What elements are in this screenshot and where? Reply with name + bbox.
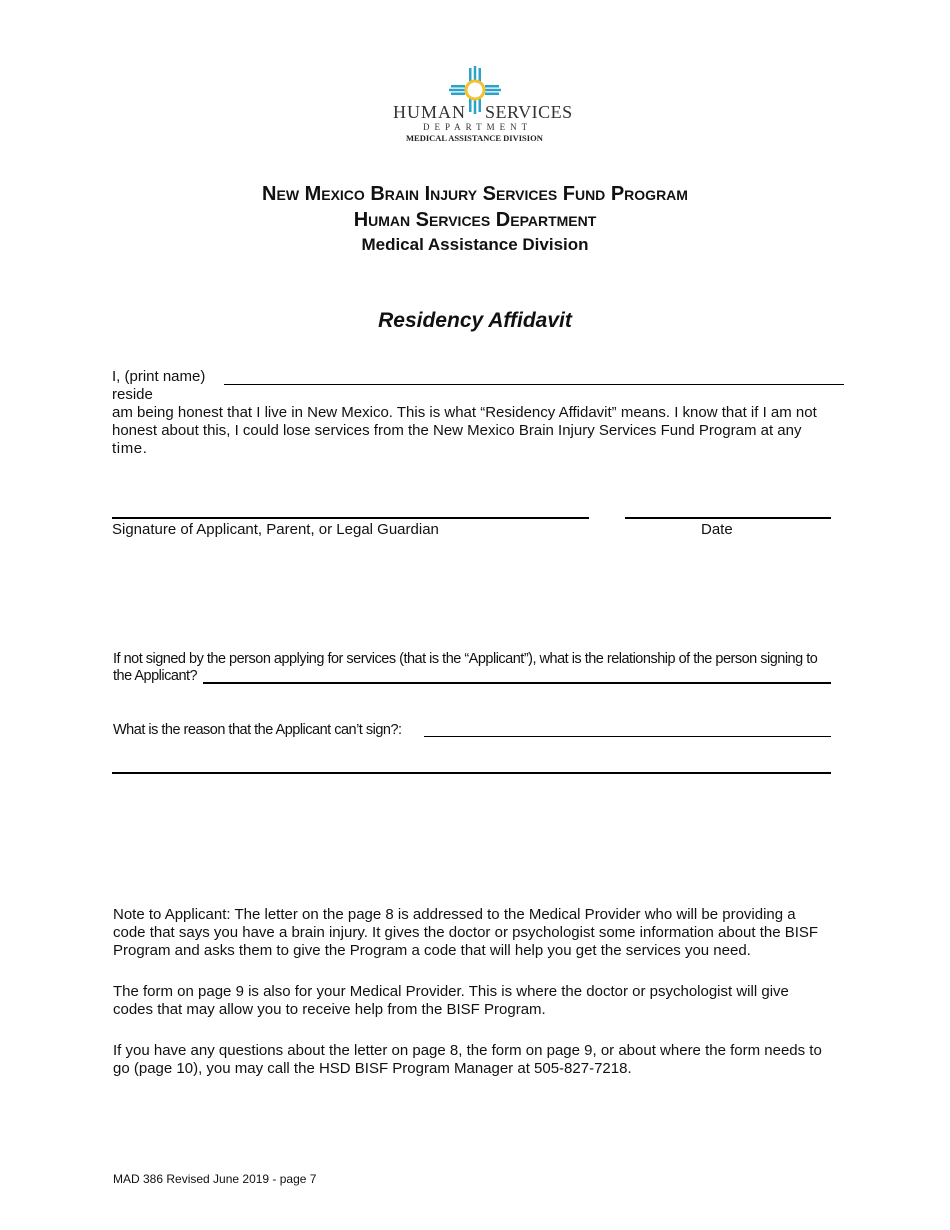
note2-line2: codes that may allow you to receive help from the BISF Program. [113, 1001, 546, 1018]
reason-question: What is the reason that the Applicant can’t sign?: [113, 722, 402, 738]
department-heading: Human Services Department [353, 209, 597, 231]
program-heading: New Mexico Brain Injury Services Fund Program [262, 183, 688, 205]
print-name-field[interactable] [224, 384, 844, 385]
hsd-logo [375, 64, 575, 148]
affidavit-text-line2: honest about this, I could lose services from the New Mexico Brain Injury Services Fund Program at any [112, 422, 802, 439]
affidavit-text-line3: time. [112, 440, 148, 457]
note1-line1: Note to Applicant: The letter on the page 8 is addressed to the Medical Provider who will be providing a [113, 906, 796, 923]
note3-line1: If you have any questions about the letter on page 8, the form on page 9, or about where the form needs to [113, 1042, 822, 1059]
page-footer: MAD 386 Revised June 2019 - page 7 [113, 1172, 317, 1186]
relationship-question-line2: the Applicant? [113, 668, 198, 684]
date-line[interactable] [625, 517, 831, 519]
reason-field-extra-line[interactable] [112, 772, 831, 774]
print-name-label: I, (print name) [112, 368, 206, 385]
signature-line[interactable] [112, 517, 589, 519]
logo-word-human: HUMAN [393, 102, 467, 122]
note2-line1: The form on page 9 is also for your Medical Provider. This is where the doctor or psychologist will give [113, 983, 789, 1000]
page-title: Residency Affidavit [378, 309, 572, 332]
note3-line2: go (page 10), you may call the HSD BISF Program Manager at 505-827-7218. [113, 1060, 632, 1077]
logo-department: DEPARTMENT [423, 122, 533, 132]
note1-line3: Program and asks them to give the Program a code that will help you get the services you need. [113, 942, 751, 959]
logo-word-services: SERVICES [485, 102, 573, 122]
reside-text: reside [112, 386, 153, 403]
date-label: Date [701, 521, 733, 538]
note1-line2: code that says you have a brain injury. It gives the doctor or psychologist some information about the BISF [113, 924, 819, 941]
relationship-question-line1: If not signed by the person applying for services (that is the “Applicant”), what is the relationship of the person signing to [113, 651, 818, 667]
logo-division: MEDICAL ASSISTANCE DIVISION [406, 133, 543, 143]
reason-field[interactable] [424, 736, 831, 737]
affidavit-text-line1: am being honest that I live in New Mexico. This is what “Residency Affidavit” means. I know that if I am not [112, 404, 817, 421]
signature-label: Signature of Applicant, Parent, or Legal Guardian [112, 521, 439, 538]
division-heading: Medical Assistance Division [361, 235, 589, 254]
relationship-field[interactable] [203, 682, 831, 684]
